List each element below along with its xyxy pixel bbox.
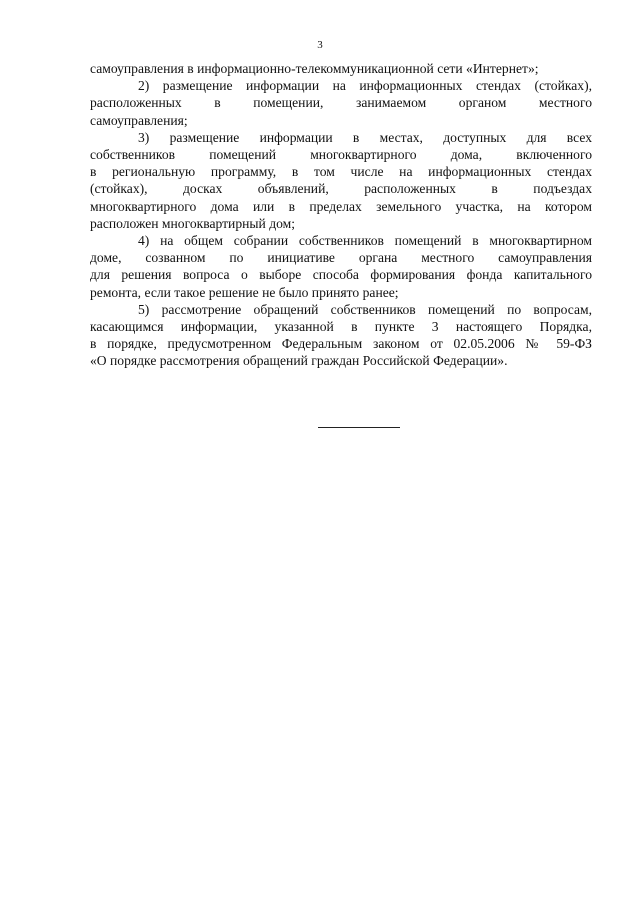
text-line: для решения вопроса о выборе способа формирования фонда капитального xyxy=(90,267,592,283)
document-body xyxy=(90,60,592,370)
text-line: самоуправления; xyxy=(90,112,188,128)
page-number: 3 xyxy=(317,39,323,51)
text-line: касающимся информации, указанной в пункте 3 настоящего Порядка, xyxy=(90,319,592,335)
text-line: «О порядке рассмотрения обращений граждан Российской Федерации». xyxy=(90,353,508,369)
paragraph-continuation xyxy=(90,60,592,77)
text-line: 3) размещение информации в местах, доступных для всех xyxy=(138,129,592,145)
text-line: собственников помещений многоквартирного дома, включенного xyxy=(90,147,592,163)
text-line: доме, созванном по инициативе органа местного самоуправления xyxy=(90,250,592,266)
end-separator-line xyxy=(318,427,400,428)
text-line: в региональную программу, в том числе на информационных стендах xyxy=(90,164,592,180)
paragraph-item-2 xyxy=(90,77,592,129)
paragraph-item-3 xyxy=(90,129,592,232)
text-line: расположенных в помещении, занимаемом органом местного xyxy=(90,95,592,111)
text-line: самоуправления в информационно-телекоммуникационной сети «Интернет»; xyxy=(90,61,539,76)
text-line: 4) на общем собрании собственников помещений в многоквартирном xyxy=(138,233,592,249)
text-line: 2) размещение информации на информационных стендах (стойках), xyxy=(138,78,592,94)
text-line: 5) рассмотрение обращений собственников помещений по вопросам, xyxy=(138,301,592,317)
text-line: (стойках), досках объявлений, расположенных в подъездах xyxy=(90,181,592,197)
paragraph-item-4 xyxy=(90,232,592,301)
text-line: многоквартирного дома или в пределах земельного участка, на котором xyxy=(90,198,592,214)
paragraph-item-5 xyxy=(90,301,592,370)
text-line: в порядке, предусмотренном Федеральным законом от 02.05.2006 № 59-ФЗ xyxy=(90,336,592,352)
text-line: ремонта, если такое решение не было принято ранее; xyxy=(90,284,399,300)
text-line: расположен многоквартирный дом; xyxy=(90,215,296,231)
